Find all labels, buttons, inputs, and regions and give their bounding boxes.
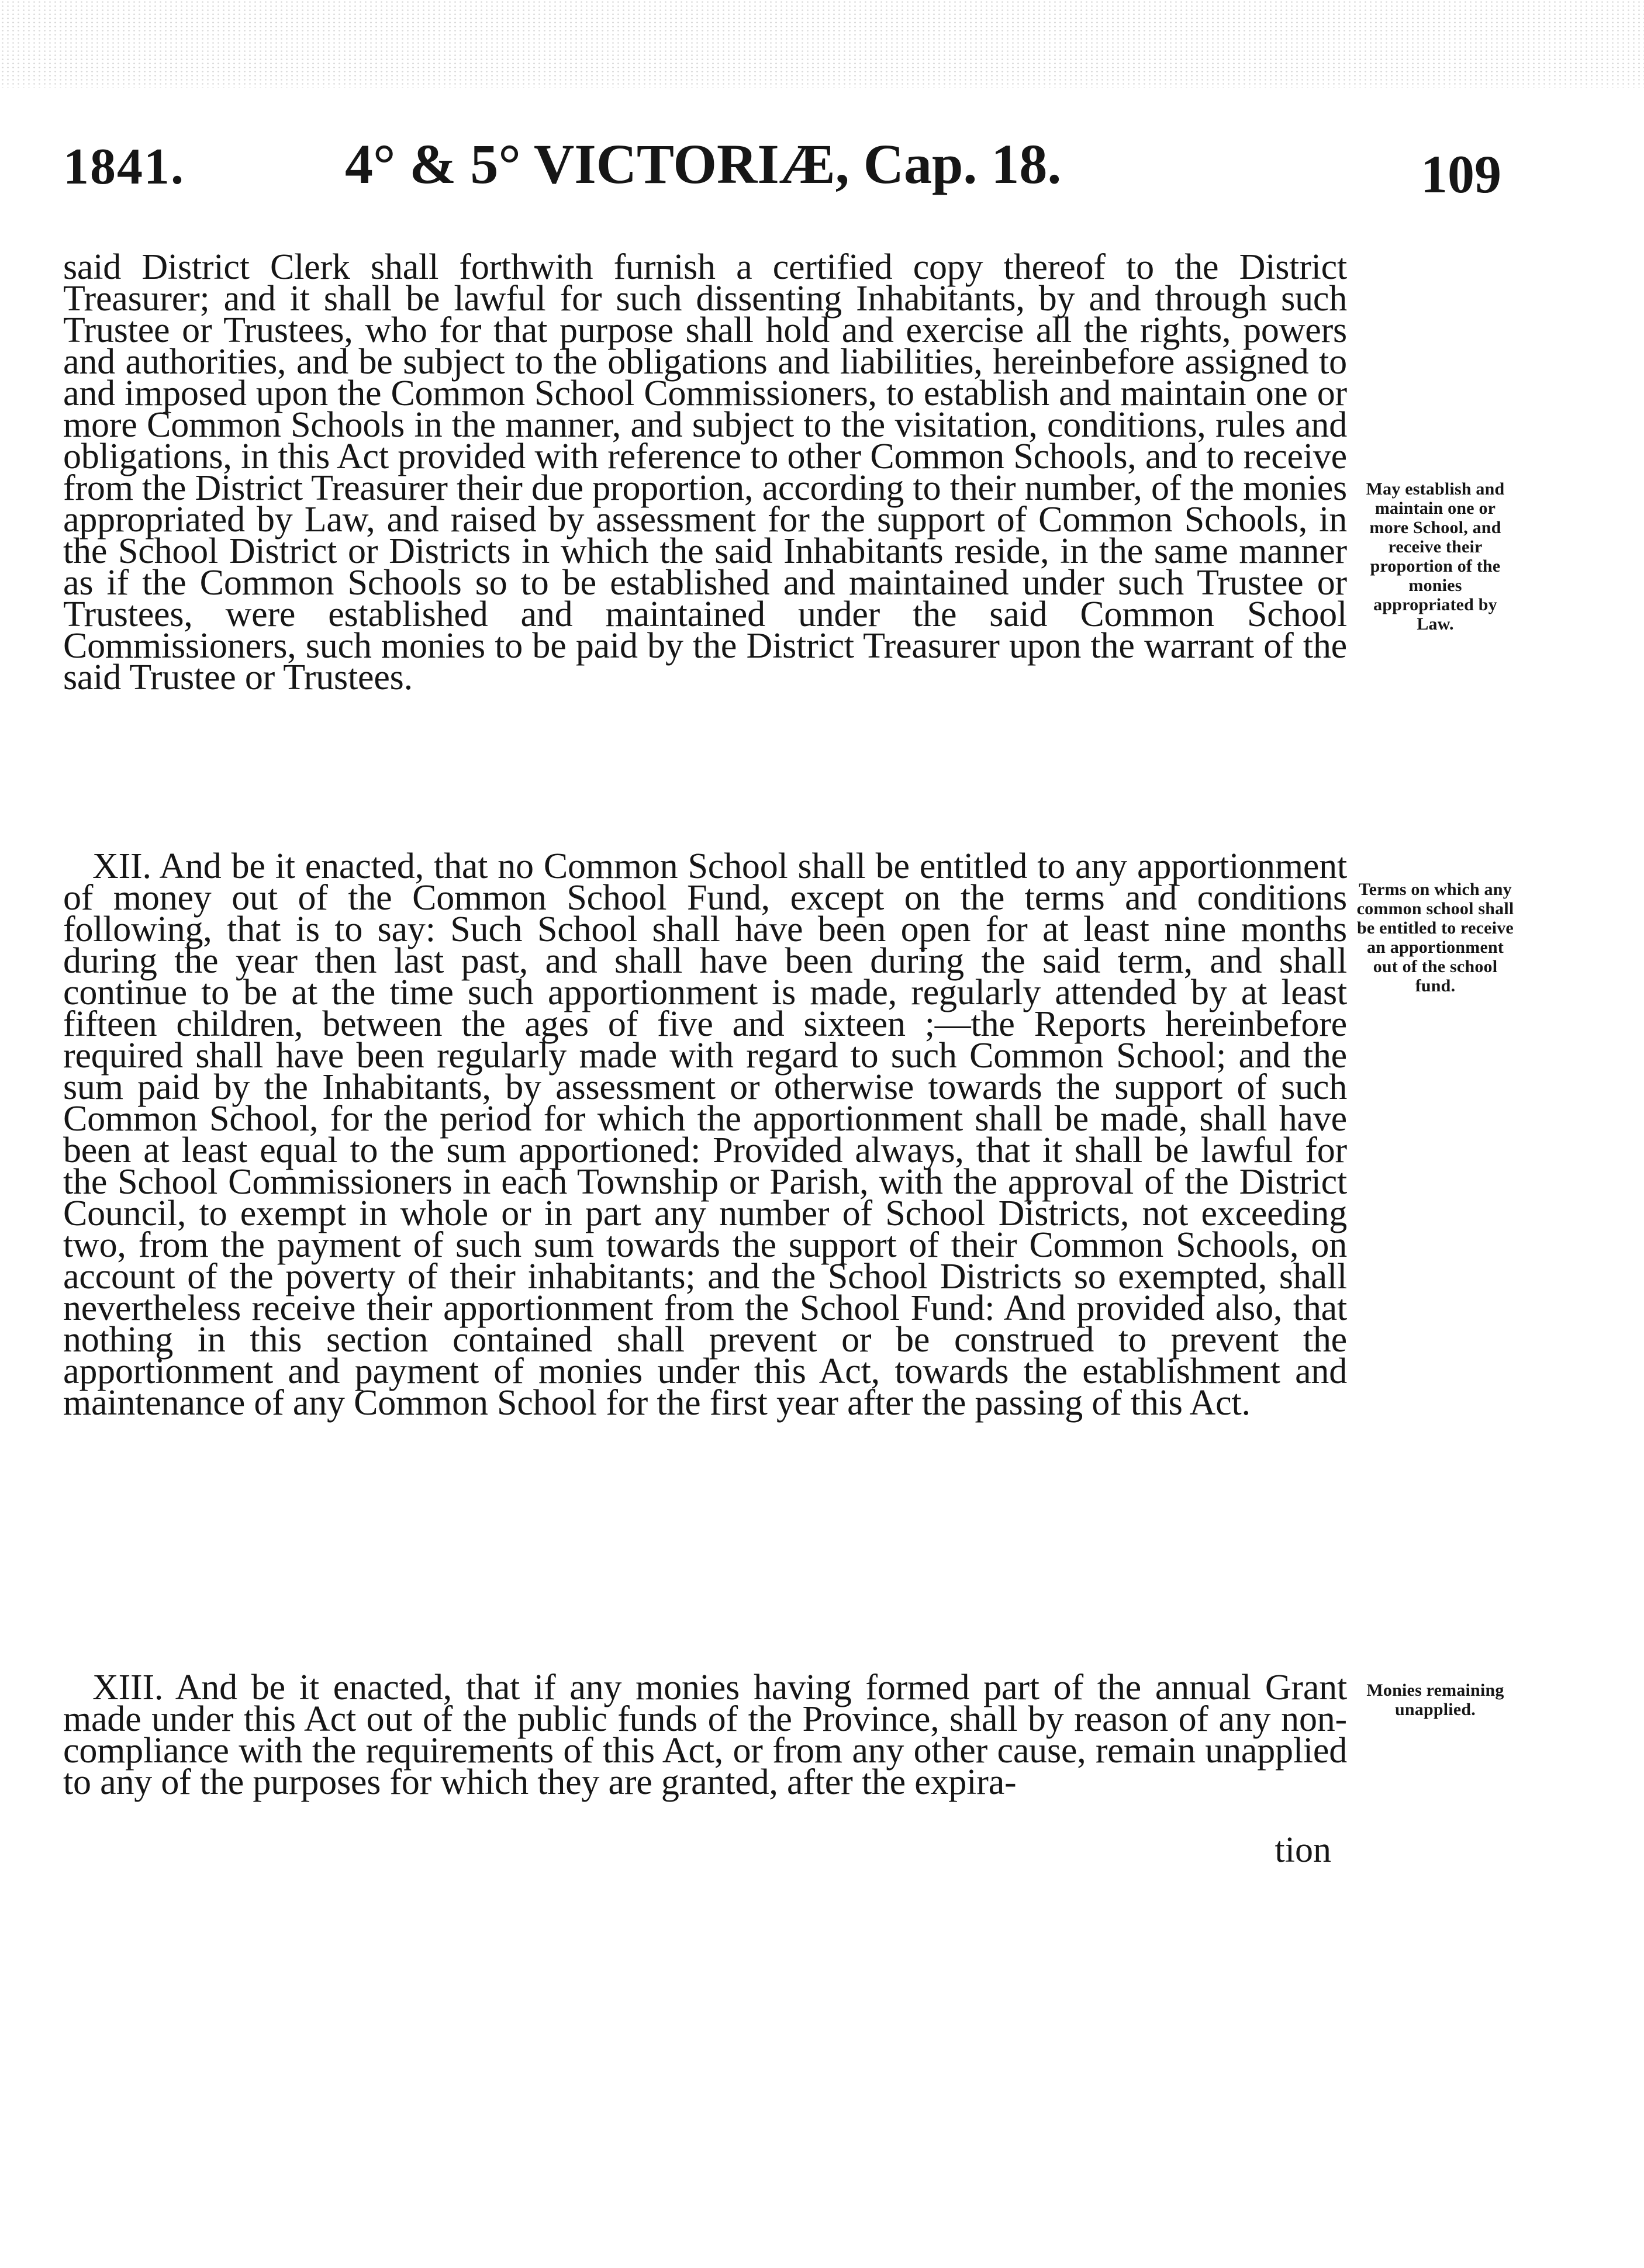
section-xii-text: XII. And be it enacted, that no Common School shall be entitled to any apportionment of money out of the Common School Fund, except on the terms and conditions following, that is to say: Such School shall have been open for at least nine months during the year then last past, and shall have been during the said term, and shall continue to be at the time such apportionment is made, regularly attended by at least fifteen children, between the ages of five and sixteen ;—the Reports hereinbefore required shall have been regularly made with regard to such Common School; and the sum paid by the Inhabitants, by assessment or otherwise towards the support of such Common School, for the period for which the apportionment shall be made, shall have been at least equal to the sum apportioned: Provided always, that it shall be lawful for the School Commissioners in each Township or Parish, with the approval of the District Council, to exempt in whole or in part any number of School Districts, not exceeding two, from the payment of such sum towards the support of their Common Schools, on account of the poverty of their inhabitants; and the School Districts so exempted, shall nevertheless receive their apportionment from the School Fund: And provided also, that nothing in this section contained shall prevent or be construed to prevent the apportionment and payment of monies under this Act, towards the establishment and maintenance of any Common School for the first year after the passing of this Act. (63, 846, 1347, 1423)
margin-note-establish: May establish and maintain one or more School, and receive their proportion of the monies appropriated by Law. (1366, 479, 1505, 634)
paragraph-continuation (63, 247, 1347, 697)
section-xiii (63, 1668, 1347, 1802)
margin-note-monies: Monies remaining unapplied. (1366, 1681, 1504, 1719)
page-number: 109 (1421, 144, 1501, 204)
section-xii (63, 846, 1347, 1423)
margin-note-terms: Terms on which any common school shall be entitled to receive an apportionment out of the school fund. (1356, 880, 1514, 995)
header-title: 4° & 5° VICTORIÆ, Cap. 18. (345, 133, 1062, 195)
section-xiii-text: XIII. And be it enacted, that if any monies having formed part of the annual Grant made under this Act out of the public funds of the Province, shall by reason of any non-compliance with the requirements of this Act, or from any other cause, remain unapplied to any of the purposes for which they are granted, after the expira- (63, 1668, 1347, 1802)
page-header (0, 0, 1644, 234)
header-year: 1841. (63, 139, 185, 195)
catchword: tion (1275, 1830, 1331, 1870)
paragraph-1-text: said District Clerk shall forthwith furnish a certified copy thereof to the District Treasurer; and it shall be lawful for such dissenting Inhabitants, by and through such Trustee or Trustees, who for that purpose shall hold and exercise all the rights, powers and authorities, and be subject to the obligations and liabilities, hereinbefore assigned to and imposed upon the Common School Commissioners, to establish and maintain one or more Common Schools in the manner, and subject to the visitation, conditions, rules and obligations, in this Act provided with reference to other Common Schools, and to receive from the District Treasurer their due proportion, according to their number, of the monies appropriated by Law, and raised by assessment for the support of Common Schools, in the School District or Districts in which the said Inhabitants reside, in the same manner as if the Common Schools so to be established and maintained under such Trustee or Trustees, were established and maintained under the said Common School Commissioners, such monies to be paid by the District Treasurer upon the warrant of the said Trustee or Trustees. (63, 247, 1347, 697)
